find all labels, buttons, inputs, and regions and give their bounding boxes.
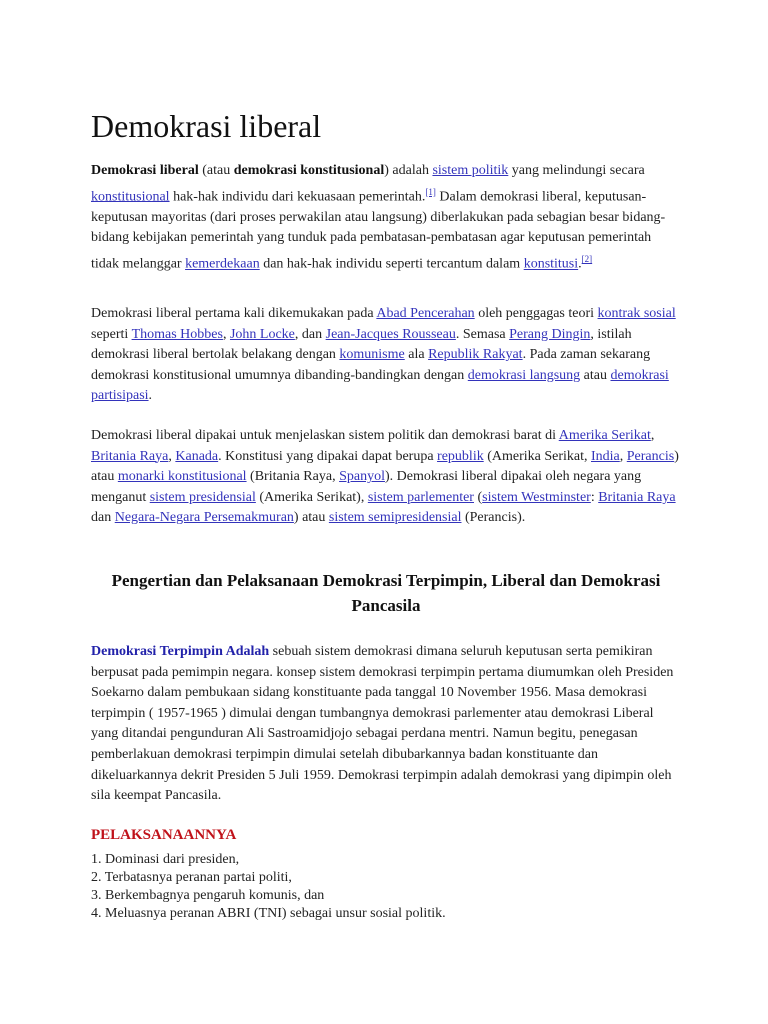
wiki-link[interactable]: sistem presidensial <box>149 489 256 505</box>
text-run: Demokrasi liberal dipakai untuk menjelaskan sistem politik dan demokrasi barat di <box>91 428 559 443</box>
wiki-link[interactable]: konstitusi <box>523 256 579 272</box>
text-run: (Perancis). <box>461 510 526 526</box>
text-run: Demokrasi liberal pertama kali dikemukakan pada <box>91 306 377 321</box>
text-run: yang melindungi secara <box>508 163 645 178</box>
text-run: , <box>650 428 655 443</box>
text-run: . Pada zaman sekarang demokrasi konstitusional umumnya dibanding-bandingkan dengan <box>91 347 651 383</box>
wiki-link[interactable]: India <box>591 448 620 464</box>
wiki-link[interactable]: Kanada <box>175 448 219 464</box>
wiki-link[interactable]: sistem politik <box>432 163 509 178</box>
wiki-link[interactable]: kontrak sosial <box>597 306 676 321</box>
list-item: 3. Berkembagnya pengaruh komunis, dan <box>91 888 325 903</box>
wiki-link[interactable]: Britania Raya <box>91 448 169 464</box>
wiki-link[interactable]: John Locke <box>229 326 295 342</box>
wiki-link[interactable]: Negara-Negara Persemakmuran <box>114 510 294 526</box>
text-run: dan hak-hak individu seperti tercantum dalam <box>259 256 524 272</box>
text-run: atau <box>580 367 611 383</box>
text-run: . Semasa <box>455 326 510 342</box>
list-item: 2. Terbatasnya peranan partai politi, <box>91 870 292 885</box>
text-run: ) atau <box>91 448 679 485</box>
text-run: , <box>619 448 627 464</box>
wiki-link[interactable]: sistem Westminster <box>482 489 591 505</box>
text-run: . <box>578 256 582 272</box>
paragraph-history <box>91 304 681 407</box>
text-run: ). Demokrasi liberal dipakai oleh negara yang menganut <box>91 469 642 505</box>
wiki-link[interactable]: sistem semipresidensial <box>328 510 462 526</box>
wiki-link[interactable]: Thomas Hobbes <box>131 326 223 342</box>
citation-link[interactable]: [1] <box>425 186 436 197</box>
section-heading: Pengertian dan Pelaksanaan Demokrasi Terpimpin, Liberal dan Demokrasi Pancasila <box>111 571 661 615</box>
text-run: sebuah sistem demokrasi dimana seluruh keputusan serta pemikiran berpusat pada pemimpin negara. konsep sistem demokrasi terpimpin pertama diumumkan oleh Presiden Soekarno dalam pembukaan sidang konstituante pada tanggal 10 November 1956. Masa demokrasi terpimpin ( 1957-1965 ) dimulai dengan tumbangnya demokrasi parlementer atau demokrasi Liberal yang ditandai pengunduran Ali Sastroamidjojo sebagai perdana mentri. Namun begitu, penegasan pemberlakuan demokrasi terpimpin dimulai setelah dibubarkannya badan konstituante dan dikeluarkannya dekrit Presiden 5 Juli 1959. Demokrasi terpimpin adalah demokrasi yang dipimpin oleh sila keempat Pancasila. <box>91 644 674 804</box>
wiki-link[interactable]: komunisme <box>339 347 405 363</box>
wiki-link[interactable]: kemerdekaan <box>185 256 260 272</box>
text-run: ) atau <box>293 510 329 526</box>
wiki-link[interactable]: Spanyol <box>339 469 385 485</box>
paragraph-terpimpin <box>91 642 681 807</box>
text-run: . <box>148 388 153 404</box>
text-run: ala <box>404 347 429 363</box>
text-run: (Amerika Serikat), <box>255 489 368 505</box>
text-run: Dalam demokrasi liberal, keputusan-keputusan mayoritas (dari proses perwakilan atau langsung) diberlakukan pada sebagian besar bidang-bidang kebijakan pemerintah yang tunduk pada pembatasan-pembatasan agar keputusan pemerintah tidak melanggar <box>91 189 666 272</box>
text-run: ( <box>473 489 483 505</box>
text-run: dan <box>91 510 115 526</box>
wiki-link[interactable]: Britania Raya <box>598 489 676 505</box>
wiki-link[interactable]: demokrasi langsung <box>467 367 581 383</box>
bold-term: demokrasi konstitusional <box>233 163 385 178</box>
list-item: 1. Dominasi dari presiden, <box>91 852 240 867</box>
text-run: ) adalah <box>384 163 433 178</box>
text-run: , <box>222 326 230 342</box>
wiki-link[interactable]: Perang Dingin <box>509 326 591 342</box>
text-run: (Britania Raya, <box>246 469 340 485</box>
text-run: . Konstitusi yang dipakai dapat berupa <box>218 448 438 464</box>
text-run: (atau <box>198 163 234 178</box>
text-run: seperti <box>91 326 132 342</box>
wiki-link[interactable]: Abad Pencerahan <box>376 306 475 321</box>
text-run: , dan <box>294 326 326 342</box>
pelaksanaan-list <box>91 851 446 923</box>
wiki-link[interactable]: Jean-Jacques Rousseau <box>325 326 456 342</box>
list-item: 4. Meluasnya peranan ABRI (TNI) sebagai unsur sosial politik. <box>91 906 446 921</box>
text-run: , istilah demokrasi liberal bertolak belakang dengan <box>91 326 632 363</box>
bold-term: Demokrasi liberal <box>91 163 199 178</box>
paragraph-usage <box>91 426 681 529</box>
wiki-link[interactable]: Perancis <box>626 448 675 464</box>
wiki-link[interactable]: monarki konstitusional <box>117 469 247 485</box>
text-run: , <box>168 448 176 464</box>
page-title: Demokrasi liberal <box>91 108 322 144</box>
text-run: hak-hak individu dari kekuasaan pemerintah. <box>169 189 426 205</box>
wiki-link[interactable]: Amerika Serikat <box>558 428 651 443</box>
text-run: : <box>590 489 599 505</box>
bold-term: Demokrasi Terpimpin Adalah <box>91 644 270 659</box>
paragraph-intro <box>91 161 681 275</box>
wiki-link[interactable]: konstitusional <box>91 189 170 205</box>
wiki-link[interactable]: republik <box>437 448 484 464</box>
wiki-link[interactable]: demokrasi partisipasi <box>91 367 669 404</box>
text-run: oleh penggagas teori <box>474 306 598 321</box>
text-run: (Amerika Serikat, <box>483 448 591 464</box>
wiki-link[interactable]: sistem parlementer <box>367 489 474 505</box>
subheading-pelaksanaan: PELAKSANAANNYA <box>91 827 237 843</box>
citation-link[interactable]: [2] <box>581 254 593 265</box>
wiki-link[interactable]: Republik Rakyat <box>428 347 523 363</box>
